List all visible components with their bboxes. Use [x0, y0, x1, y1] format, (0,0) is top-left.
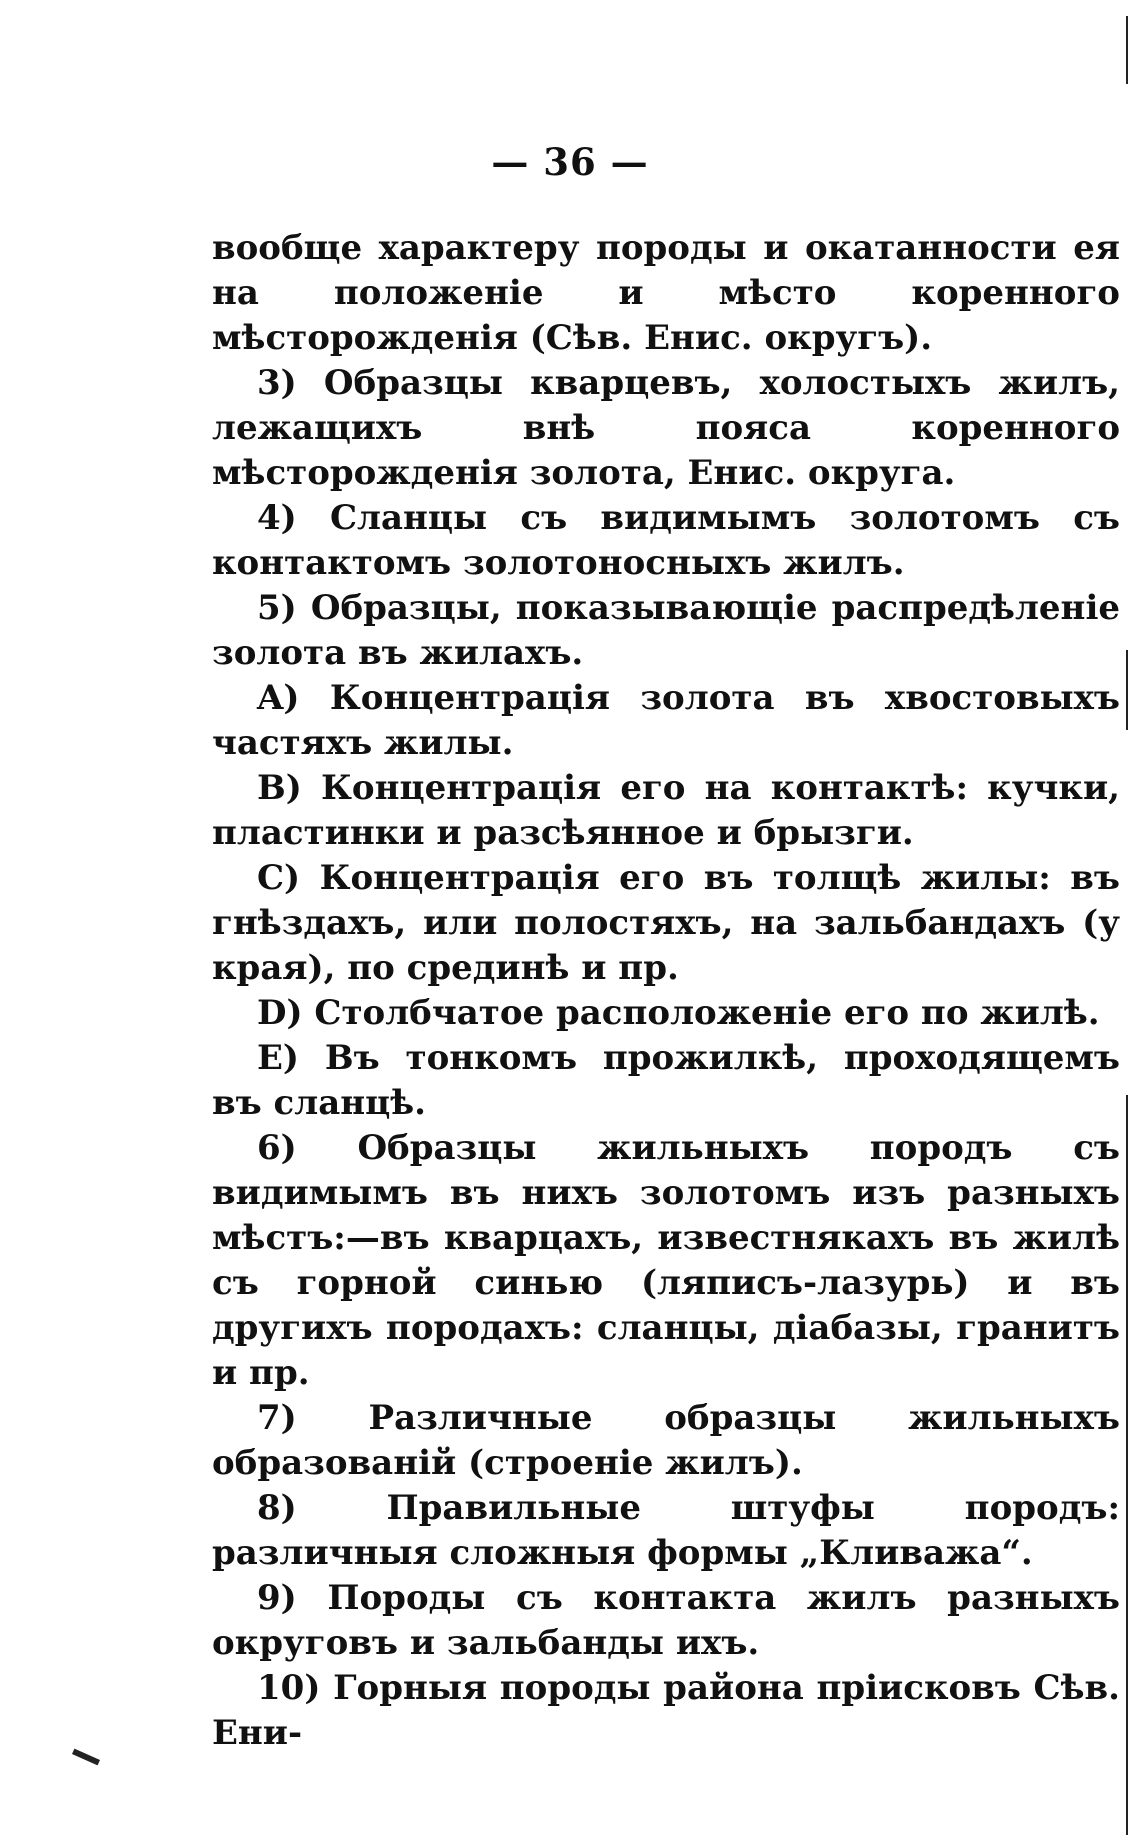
paragraph-continuation: вообще характеру породы и окатанности ея на положеніе и мѣсто коренного мѣсторожденія (Сѣв. Енис. округъ). — [212, 228, 1120, 358]
paragraph-item-e: E) Въ тонкомъ прожилкѣ, проходящемъ въ сланцѣ. — [212, 1038, 1120, 1123]
paragraph-item-10: 10) Горныя породы района пріисковъ Сѣв. Ени- — [212, 1668, 1120, 1753]
paragraph-item-c: C) Концентрація его въ толщѣ жилы: въ гнѣздахъ, или полостяхъ, на зальбандахъ (у края), по срединѣ и пр. — [212, 858, 1120, 988]
paragraph-item-8: 8) Правильные штуфы породъ: различныя сложныя формы „Кливажа“. — [212, 1488, 1120, 1573]
paragraph-item-d: D) Столбчатое расположеніе его по жилѣ. — [257, 993, 1100, 1033]
paragraph-item-6: 6) Образцы жильныхъ породъ съ видимымъ въ нихъ золотомъ изъ разныхъ мѣстъ:—въ кварцахъ, известнякахъ въ жилѣ съ горной синью (ляписъ-лазурь) и въ другихъ породахъ: сланцы, діабазы, гранитъ и пр. — [212, 1128, 1120, 1393]
paragraph-item-a: A) Концентрація золота въ хвостовыхъ частяхъ жилы. — [212, 678, 1120, 763]
scan-margin-line-top — [1126, 16, 1128, 84]
scan-artifact-mark — [72, 1749, 100, 1766]
paragraph-item-7: 7) Различные образцы жильныхъ образованій (строеніе жилъ). — [212, 1398, 1120, 1483]
page-number: — 36 — — [491, 140, 649, 184]
paragraph-item-b: B) Концентрація его на контактѣ: кучки, пластинки и разсѣянное и брызги. — [212, 768, 1120, 853]
paragraph-item-9: 9) Породы съ контакта жилъ разныхъ округовъ и зальбанды ихъ. — [212, 1578, 1120, 1663]
scan-margin-line-middle — [1126, 650, 1128, 730]
paragraph-item-3: 3) Образцы кварцевъ, холостыхъ жилъ, лежащихъ внѣ пояса коренного мѣсторожденія золота, Енис. округа. — [212, 363, 1120, 493]
paragraph-item-4: 4) Сланцы съ видимымъ золотомъ съ контактомъ золотоносныхъ жилъ. — [212, 498, 1120, 583]
scan-margin-line-bottom — [1126, 1095, 1128, 1835]
paragraph-item-5: 5) Образцы, показывающіе распредѣленіе золота въ жилахъ. — [212, 588, 1120, 673]
body-text — [212, 226, 1120, 1756]
